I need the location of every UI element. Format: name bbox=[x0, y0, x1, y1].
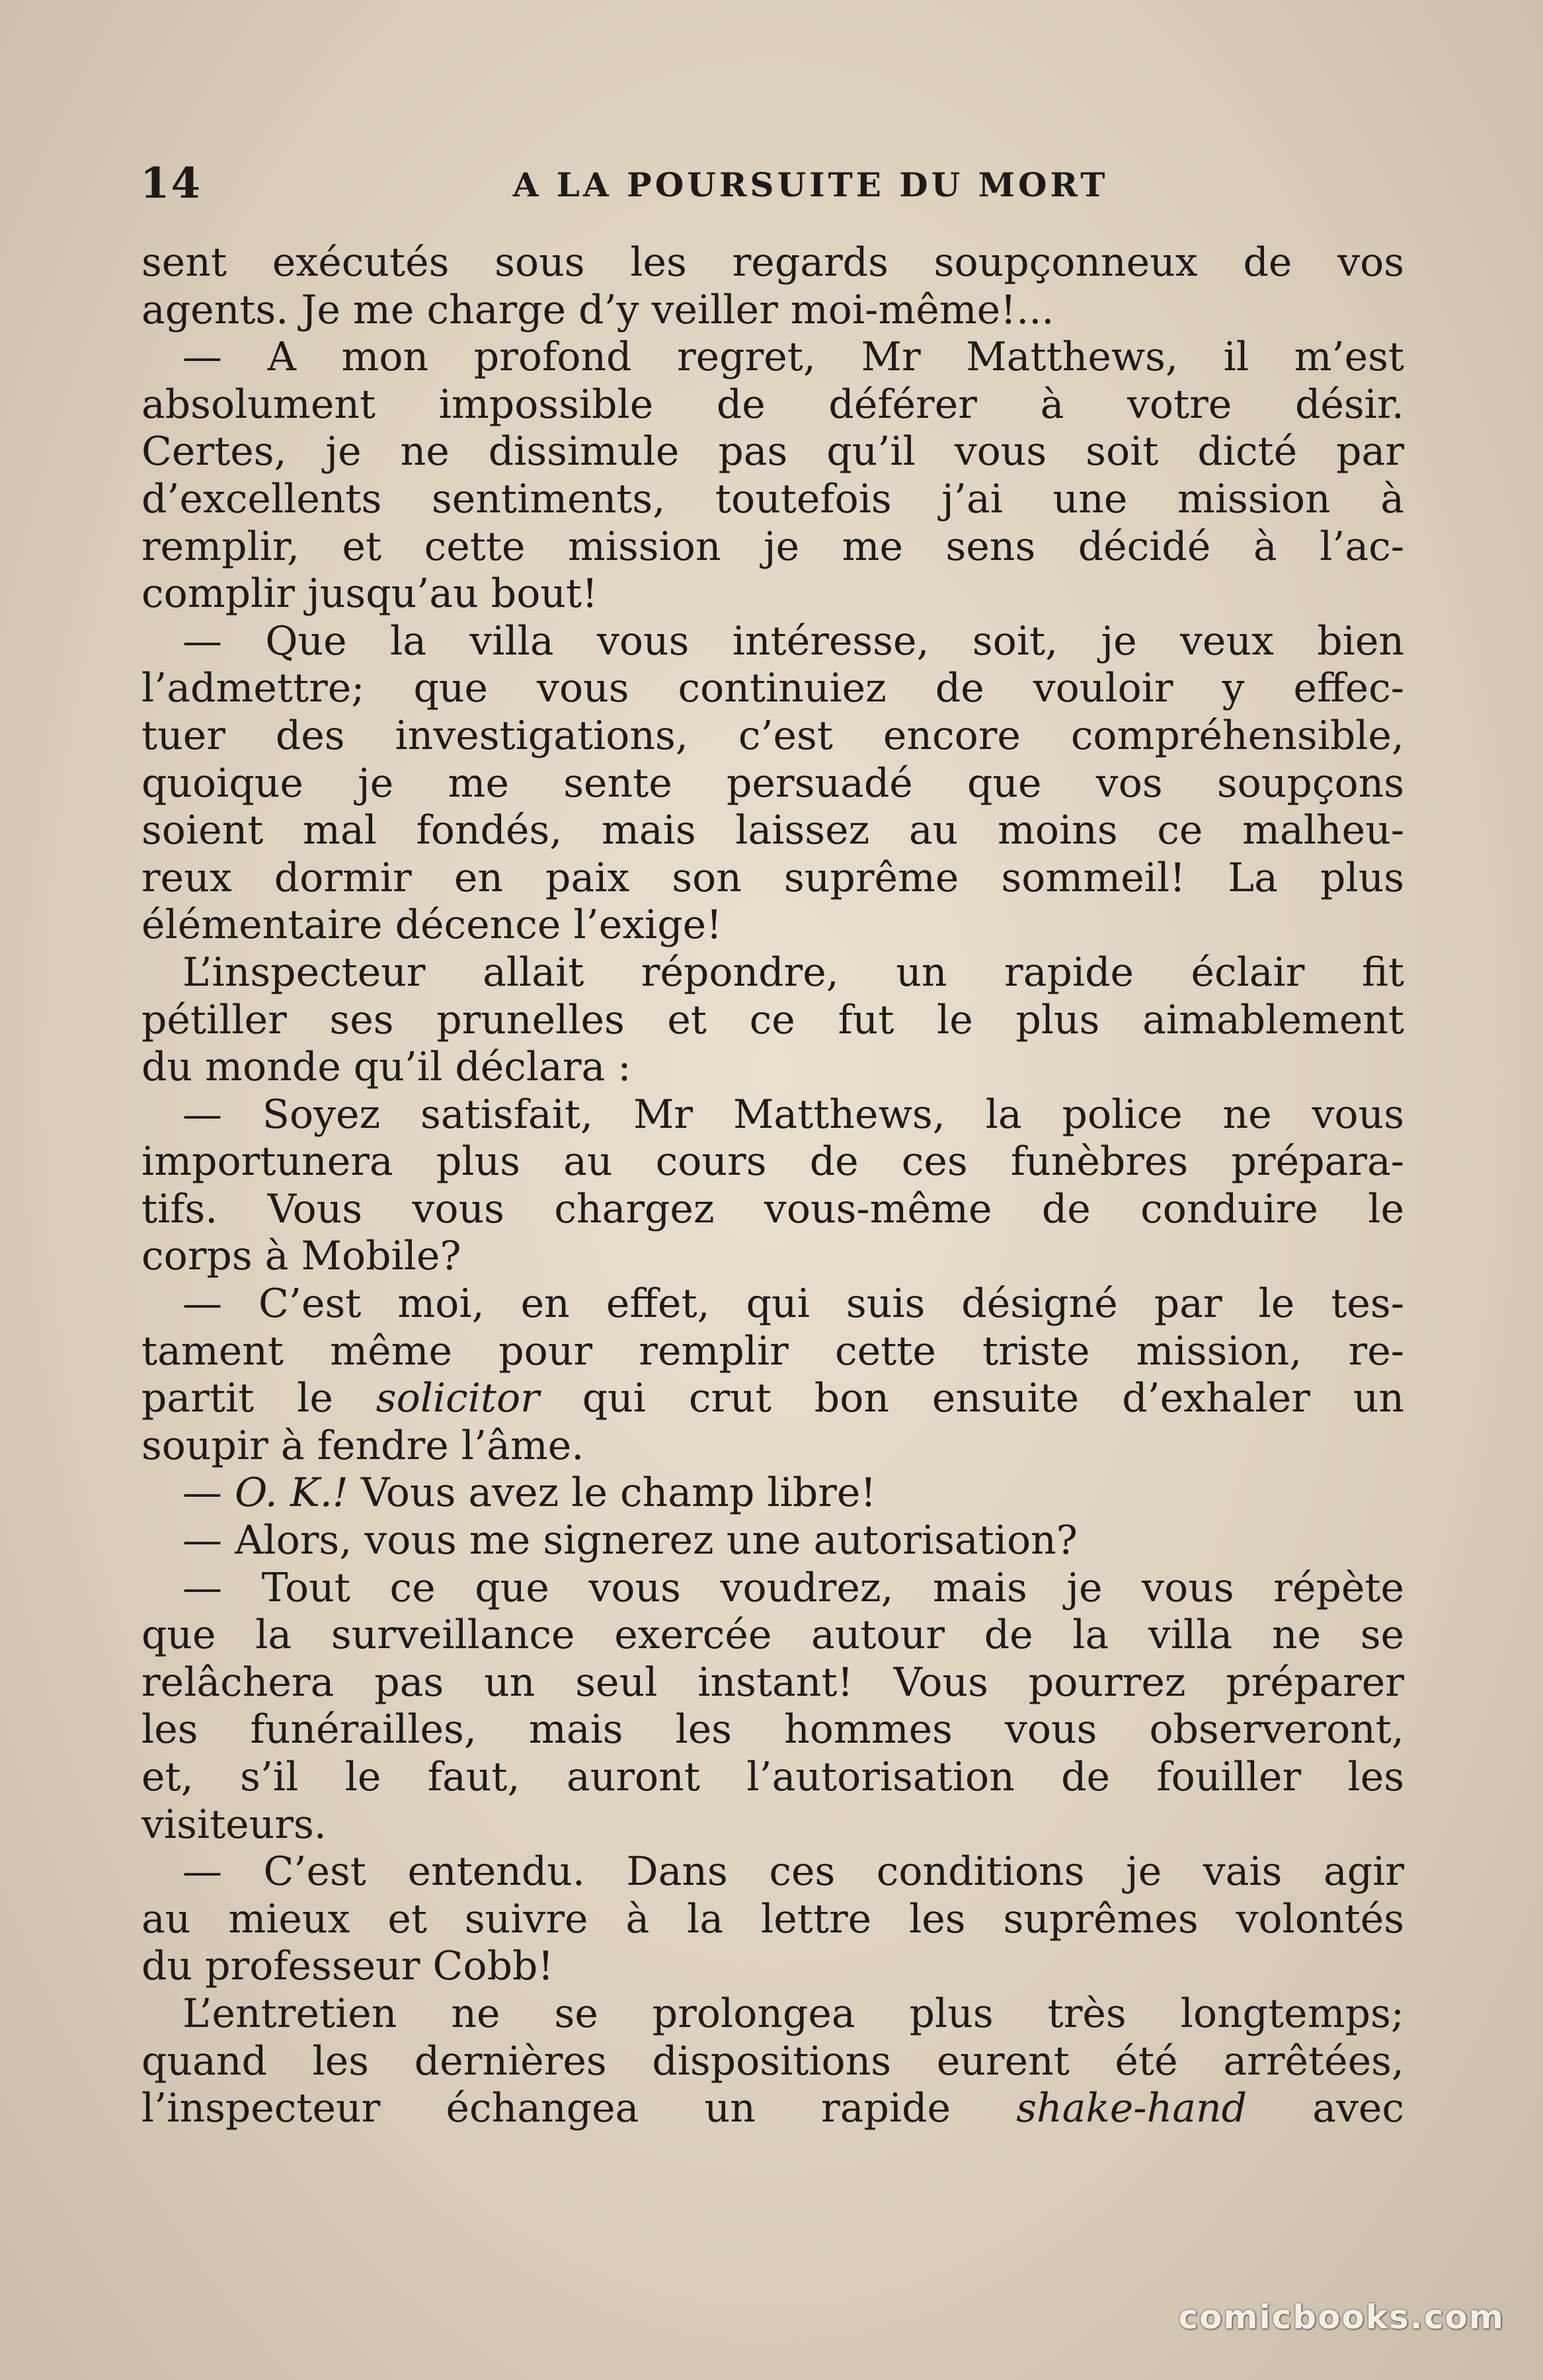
text-line: du professeur Cobb! bbox=[141, 1943, 554, 1990]
text-line: Certes, je ne dissimule pas qu’il vous soit dicté par bbox=[141, 428, 1404, 475]
body-text bbox=[141, 239, 1404, 2133]
text-line: — Tout ce que vous voudrez, mais je vous répète bbox=[182, 1564, 1404, 1611]
text-line: L’inspecteur allait répondre, un rapide éclair fit bbox=[182, 949, 1404, 996]
text-line: L’entretien ne se prolongea plus très longtemps; bbox=[182, 1990, 1404, 2037]
line-segment: partit le bbox=[141, 1375, 376, 1422]
text-line: agents. Je me charge d’y veiller moi-même!... bbox=[141, 286, 1054, 333]
page-header bbox=[140, 159, 1402, 212]
text-line: élémentaire décence l’exige! bbox=[141, 902, 723, 949]
text-line: reux dormir en paix son suprême sommeil! La plus bbox=[141, 854, 1404, 901]
line-segment: l’inspecteur échangea un rapide bbox=[141, 2085, 1017, 2132]
text-line: relâchera pas un seul instant! Vous pourrez préparer bbox=[141, 1659, 1404, 1706]
text-line: complir jusqu’au bout! bbox=[141, 571, 598, 617]
text-line: corps à Mobile? bbox=[141, 1233, 461, 1280]
text-line bbox=[141, 1375, 1404, 1423]
line-segment: qui crut bon ensuite d’exhaler un bbox=[539, 1375, 1404, 1422]
text-line: tament même pour remplir cette triste mission, re- bbox=[141, 1328, 1404, 1374]
text-line: tifs. Vous vous chargez vous-même de conduire le bbox=[141, 1185, 1404, 1232]
italic-term: shake-hand bbox=[1016, 2085, 1247, 2132]
text-line bbox=[141, 2085, 1404, 2133]
text-line: absolument impossible de déférer à votre désir. bbox=[141, 381, 1404, 428]
text-line: visiteurs. bbox=[141, 1801, 327, 1848]
italic-term: solicitor bbox=[376, 1375, 539, 1422]
text-line: sent exécutés sous les regards soupçonneux de vos bbox=[141, 239, 1404, 286]
italic-term: O. K.! bbox=[235, 1470, 348, 1517]
text-line: au mieux et suivre à la lettre les suprêmes volontés bbox=[141, 1895, 1404, 1942]
text-line: remplir, et cette mission je me sens décidé à l’ac- bbox=[141, 523, 1404, 570]
text-line: — A mon profond regret, Mr Matthews, il m’est bbox=[182, 334, 1404, 381]
text-line: l’admettre; que vous continuiez de vouloir y effec- bbox=[141, 665, 1404, 712]
text-line: — C’est moi, en effet, qui suis désigné par le tes- bbox=[182, 1281, 1404, 1328]
text-line: et, s’il le faut, auront l’autorisation de fouiller les bbox=[141, 1754, 1404, 1800]
running-title: A LA POURSUITE DU MORT bbox=[512, 165, 1109, 204]
text-line: les funérailles, mais les hommes vous observeront, bbox=[141, 1706, 1404, 1753]
line-segment: — bbox=[182, 1470, 235, 1517]
watermark: comicbooks.com bbox=[1178, 2298, 1505, 2336]
text-line: d’excellents sentiments, toutefois j’ai une mission à bbox=[141, 475, 1404, 522]
text-line: — Soyez satisfait, Mr Matthews, la police ne vous bbox=[182, 1091, 1404, 1138]
text-line bbox=[141, 1470, 1404, 1517]
line-segment: Vous avez le champ libre! bbox=[348, 1470, 877, 1517]
text-line: soient mal fondés, mais laissez au moins ce malheu- bbox=[141, 807, 1404, 854]
line-segment: avec bbox=[1247, 2085, 1404, 2132]
text-line: — Que la villa vous intéresse, soit, je veux bien bbox=[182, 617, 1404, 664]
text-line: que la surveillance exercée autour de la villa ne se bbox=[141, 1612, 1404, 1659]
text-line: du monde qu’il déclara : bbox=[141, 1044, 631, 1091]
text-line: quoique je me sente persuadé que vos soupçons bbox=[141, 760, 1404, 807]
text-line: quand les dernières dispositions eurent été arrêtées, bbox=[141, 2038, 1404, 2084]
text-line: importunera plus au cours de ces funèbres prépara- bbox=[141, 1138, 1404, 1185]
text-line: — C’est entendu. Dans ces conditions je vais agir bbox=[182, 1848, 1404, 1895]
text-line: tuer des investigations, c’est encore compréhensible, bbox=[141, 712, 1404, 759]
page-number: 14 bbox=[140, 159, 202, 208]
text-line: soupir à fendre l’âme. bbox=[141, 1422, 584, 1469]
text-line: pétiller ses prunelles et ce fut le plus aimablement bbox=[141, 996, 1404, 1043]
text-line: — Alors, vous me signerez une autorisation? bbox=[182, 1517, 1078, 1564]
